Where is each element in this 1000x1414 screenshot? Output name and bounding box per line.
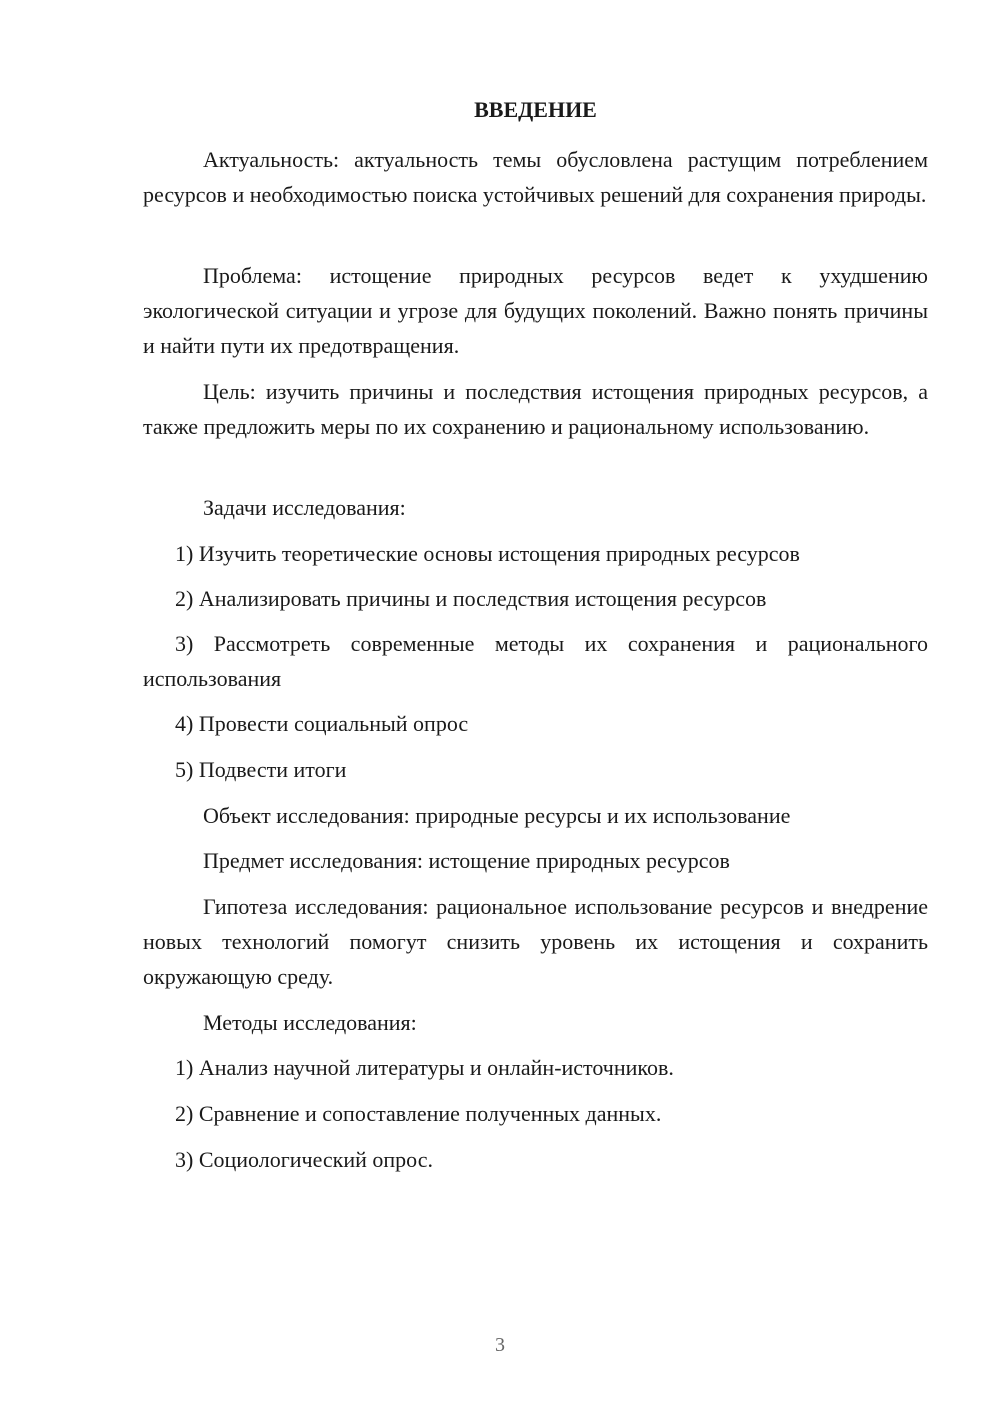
task-item: 3) Рассмотреть современные методы их сохранения и рационального использования — [143, 631, 928, 691]
paragraph-goal: Цель: изучить причины и последствия истощения природных ресурсов, а также предложить меры по их сохранению и рациональному использованию. — [143, 379, 928, 439]
task-item: 4) Провести социальный опрос — [175, 711, 469, 736]
method-item: 2) Сравнение и сопоставление полученных данных. — [175, 1101, 662, 1126]
page-number: 3 — [495, 1334, 505, 1356]
method-item: 1) Анализ научной литературы и онлайн-источников. — [175, 1055, 674, 1080]
paragraph-subject: Предмет исследования: истощение природных ресурсов — [203, 848, 730, 873]
method-item: 3) Социологический опрос. — [175, 1147, 433, 1172]
paragraph-relevance: Актуальность: актуальность темы обусловлена растущим потреблением ресурсов и необходимостью поиска устойчивых решений для сохранения природы. — [143, 147, 928, 207]
methods-heading: Методы исследования: — [203, 1010, 417, 1035]
paragraph-problem: Проблема: истощение природных ресурсов ведет к ухудшению экологической ситуации и угрозе для будущих поколений. Важно понять причины и найти пути их предотвращения. — [143, 263, 928, 358]
task-item: 2) Анализировать причины и последствия истощения ресурсов — [175, 586, 767, 611]
task-item: 1) Изучить теоретические основы истощения природных ресурсов — [175, 541, 800, 566]
tasks-heading: Задачи исследования: — [203, 495, 406, 520]
paragraph-object: Объект исследования: природные ресурсы и их использование — [203, 803, 791, 828]
paragraph-hypothesis: Гипотеза исследования: рациональное использование ресурсов и внедрение новых технологий помогут снизить уровень их истощения и сохранить окружающую среду. — [143, 894, 928, 989]
page-title: ВВЕДЕНИЕ — [474, 97, 597, 122]
task-item: 5) Подвести итоги — [175, 757, 347, 782]
